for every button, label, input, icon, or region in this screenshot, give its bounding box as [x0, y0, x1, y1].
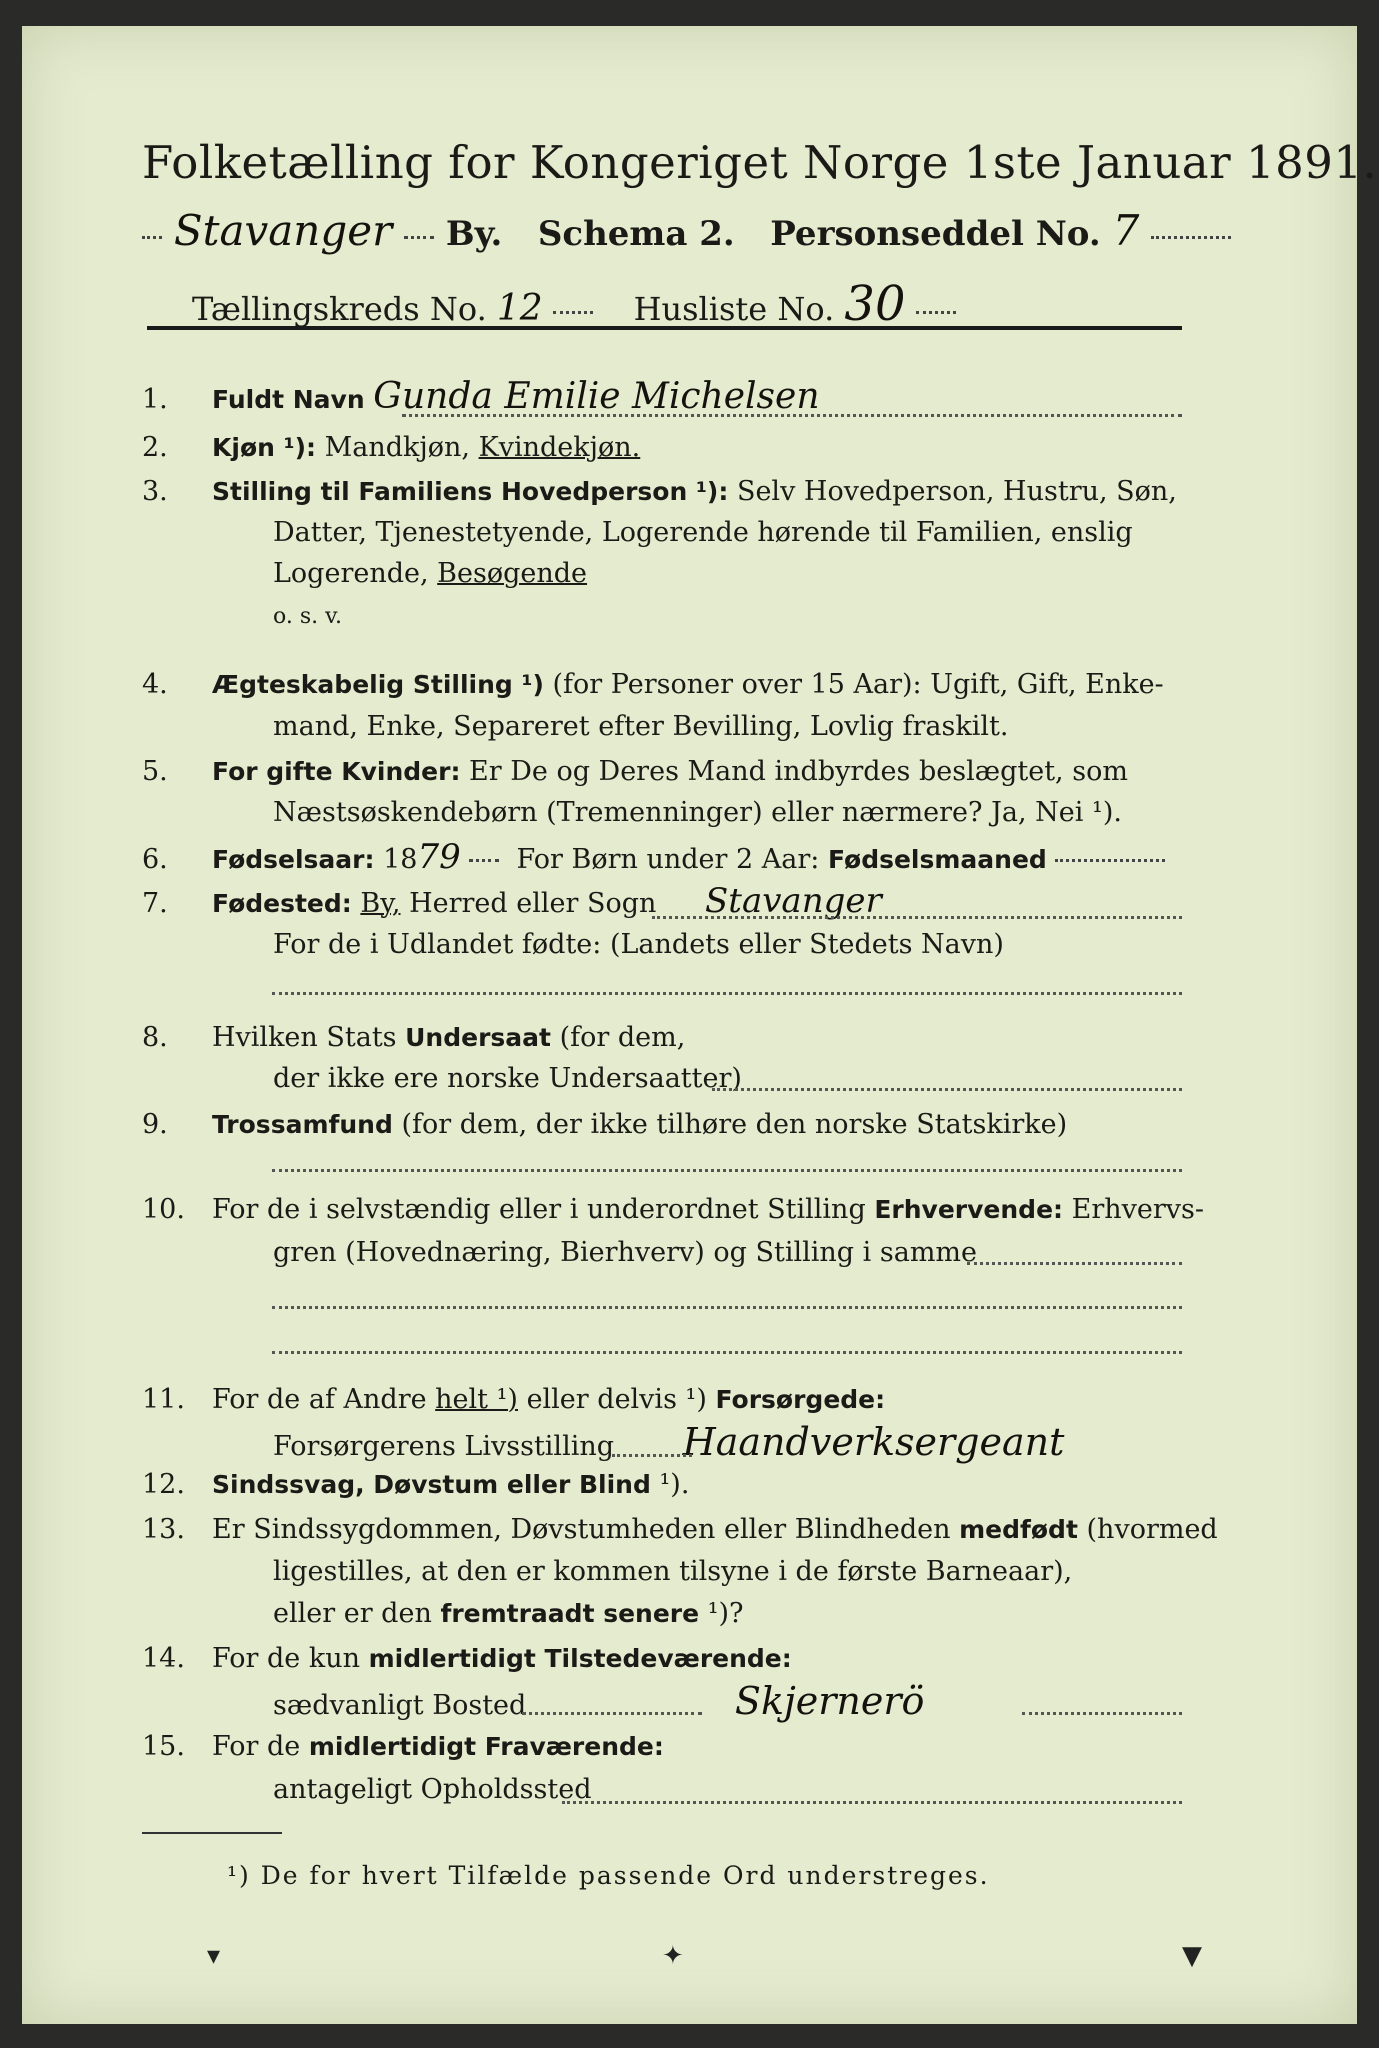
field-text: For de — [212, 1731, 301, 1762]
field-label: Fuldt Navn — [212, 385, 365, 414]
field-8-citizenship — [142, 1019, 1192, 1057]
field-2-sex — [142, 429, 1192, 467]
field-13-line-2 — [142, 1553, 1323, 1591]
field-text: gren (Hovednæring, Bierhverv) og Stilling i samme — [273, 1237, 978, 1268]
dotted-line — [1022, 1712, 1182, 1715]
field-label: Erhvervende: — [874, 1195, 1064, 1224]
husliste-label: Husliste No. — [633, 290, 835, 328]
field-number: 1. — [142, 384, 168, 415]
option-text-underlined: By, — [360, 888, 401, 919]
personseddel-label: Personseddel No. — [770, 214, 1101, 254]
field-text: Logerende, — [273, 558, 429, 589]
field-number: 3. — [142, 476, 168, 507]
corner-mark: ▼ — [1182, 1941, 1202, 1971]
birthplace-value: Stavanger — [704, 881, 882, 921]
full-name-value: Gunda Emilie Michelsen — [373, 376, 820, 417]
field-label: Undersaat — [405, 1023, 551, 1052]
field-14-temporary-present — [142, 1640, 1192, 1678]
field-label: Forsørgede: — [715, 1385, 886, 1414]
provider-occupation-value: Haandverksergeant — [682, 1420, 1065, 1464]
dotted-line — [522, 1712, 702, 1715]
field-text: ligestilles, at den er kommen tilsyne i de første Barneaar), — [273, 1556, 1073, 1587]
field-1-full-name — [142, 378, 1192, 419]
birth-year-value: 79 — [417, 837, 461, 877]
dotted-line — [562, 1801, 1182, 1804]
field-text: eller delvis ¹) — [526, 1384, 707, 1415]
dotted-line — [652, 916, 1182, 919]
field-number: 10. — [142, 1194, 185, 1225]
field-label: Fødselsmaaned — [827, 845, 1047, 874]
usual-residence-value: Skjernerö — [734, 1679, 925, 1723]
field-11-line-2 — [142, 1420, 1323, 1466]
field-number: 5. — [142, 756, 168, 787]
field-label: Ægteskabelig Stilling ¹) — [212, 670, 544, 699]
dotted-line — [967, 1262, 1182, 1265]
field-text: (for dem, — [559, 1022, 686, 1053]
option-text: Mandkjøn, — [324, 432, 470, 463]
corner-mark: ▾ — [207, 1941, 221, 1971]
field-text: Hvilken Stats — [212, 1022, 397, 1053]
field-label: fremtraadt senere — [440, 1599, 700, 1628]
field-text: Næstsøskendebørn (Tremenninger) eller nærmere? Ja, Nei ¹). — [273, 797, 1122, 828]
field-number: 9. — [142, 1109, 168, 1140]
field-number: 11. — [142, 1384, 185, 1415]
field-text: (hvormed — [1086, 1514, 1218, 1545]
field-number: 2. — [142, 432, 168, 463]
center-mark: ✦ — [662, 1941, 684, 1971]
field-label: midlertidigt Tilstedeværende: — [368, 1644, 792, 1673]
field-9-religion — [142, 1106, 1192, 1144]
field-text: sædvanligt Bosted — [273, 1690, 527, 1721]
field-label: Sindssvag, Døvstum eller Blind — [212, 1470, 651, 1499]
field-text: Herred eller Sogn — [409, 888, 657, 919]
field-14-line-2 — [142, 1679, 1323, 1725]
field-6-birth-year — [142, 838, 1192, 879]
kreds-label: Tællingskreds No. — [192, 290, 487, 328]
field-text: Er De og Deres Mand indbyrdes beslægtet, som — [469, 756, 1128, 787]
field-number: 15. — [142, 1731, 185, 1762]
field-12-disability — [142, 1466, 1192, 1504]
husliste-number: 30 — [844, 276, 906, 332]
footnote-rule — [142, 1832, 282, 1834]
field-label: medfødt — [959, 1515, 1078, 1544]
field-label: Kjøn ¹): — [212, 433, 316, 462]
field-4-line-2 — [142, 708, 1323, 746]
field-10-occupation — [142, 1191, 1205, 1229]
field-text: mand, Enke, Separeret efter Bevilling, Lovlig fraskilt. — [273, 711, 1009, 742]
field-text: der ikke ere norske Undersaatter) — [273, 1063, 742, 1094]
field-text: ¹). — [659, 1469, 690, 1500]
field-text: o. s. v. — [273, 604, 342, 629]
field-5-married-women — [142, 753, 1192, 791]
personseddel-number: 7 — [1112, 206, 1140, 255]
field-text: Datter, Tjenestetyende, Logerende hørende til Familien, enslig — [273, 517, 1133, 548]
header-line-city — [142, 206, 1192, 266]
field-label: For gifte Kvinder: — [212, 757, 461, 786]
field-text: Erhvervs- — [1071, 1194, 1205, 1225]
field-text: Forsørgerens Livsstilling — [273, 1431, 615, 1462]
header-rule — [147, 326, 1182, 330]
dotted-line — [272, 992, 1182, 995]
field-11-supported — [142, 1381, 1192, 1419]
footnote: ¹) De for hvert Tilfælde passende Ord understreges. — [227, 1861, 990, 1890]
form-title: Folketælling for Kongeriget Norge 1ste Januar 1891. — [142, 136, 1378, 189]
field-number: 14. — [142, 1643, 185, 1674]
field-text: Selv Hovedperson, Hustru, Søn, — [736, 476, 1177, 507]
dotted-line — [272, 1351, 1182, 1354]
field-text: For de i selvstændig eller i underordnet Stilling — [212, 1194, 866, 1225]
field-4-marital-status — [142, 666, 1192, 704]
field-number: 13. — [142, 1514, 185, 1545]
field-label: Fødested: — [212, 889, 352, 918]
field-text: (for Personer over 15 Aar): Ugift, Gift, Enke- — [552, 669, 1164, 700]
field-3-line-3 — [142, 555, 1323, 593]
field-text: For Børn under 2 Aar: — [516, 844, 820, 875]
kreds-number: 12 — [496, 288, 543, 329]
field-15-temporary-absent — [142, 1728, 1192, 1766]
field-text: Er Sindssygdommen, Døvstumheden eller Blindheden — [212, 1514, 951, 1545]
option-text-underlined: Besøgende — [437, 558, 588, 589]
field-text: For de i Udlandet fødte: (Landets eller Stedets Navn) — [273, 929, 1004, 960]
option-text-underlined: Kvindekjøn. — [478, 432, 641, 463]
by-label: By. — [445, 214, 503, 254]
field-text: For de kun — [212, 1643, 360, 1674]
dotted-line — [402, 414, 1182, 417]
year-prefix: 18 — [383, 844, 418, 875]
field-text: antageligt Opholdssted — [273, 1774, 592, 1805]
field-label: Stilling til Familiens Hovedperson ¹): — [212, 477, 729, 506]
field-label: midlertidigt Fraværende: — [308, 1732, 664, 1761]
field-3-line-4 — [142, 598, 1323, 636]
field-number: 7. — [142, 888, 168, 919]
city-handwritten: Stavanger — [173, 206, 393, 255]
field-number: 6. — [142, 844, 168, 875]
field-13-congenital — [142, 1511, 1218, 1549]
dotted-line — [612, 1454, 692, 1457]
field-number: 4. — [142, 669, 168, 700]
field-13-line-3 — [142, 1595, 1323, 1633]
field-8-line-2 — [142, 1060, 1323, 1098]
dotted-line — [272, 1306, 1182, 1309]
field-label: Trossamfund — [212, 1110, 393, 1139]
field-3-family-position — [142, 473, 1192, 511]
dotted-line — [712, 1088, 1182, 1091]
field-text: ¹)? — [707, 1598, 744, 1629]
census-form-sheet — [22, 26, 1378, 2024]
option-text-underlined: helt ¹) — [435, 1384, 518, 1415]
field-number: 12. — [142, 1469, 185, 1500]
field-7-line-2 — [142, 926, 1323, 964]
dotted-line — [272, 1169, 1182, 1172]
field-label: Fødselsaar: — [212, 845, 375, 874]
field-3-line-2 — [142, 514, 1323, 552]
field-text: eller er den — [273, 1598, 432, 1629]
field-number: 8. — [142, 1022, 168, 1053]
field-10-line-2 — [142, 1234, 1323, 1272]
field-text: For de af Andre — [212, 1384, 427, 1415]
field-5-line-2 — [142, 794, 1323, 832]
field-text: (for dem, der ikke tilhøre den norske Statskirke) — [401, 1109, 1068, 1140]
schema-label: Schema 2. — [537, 214, 735, 254]
